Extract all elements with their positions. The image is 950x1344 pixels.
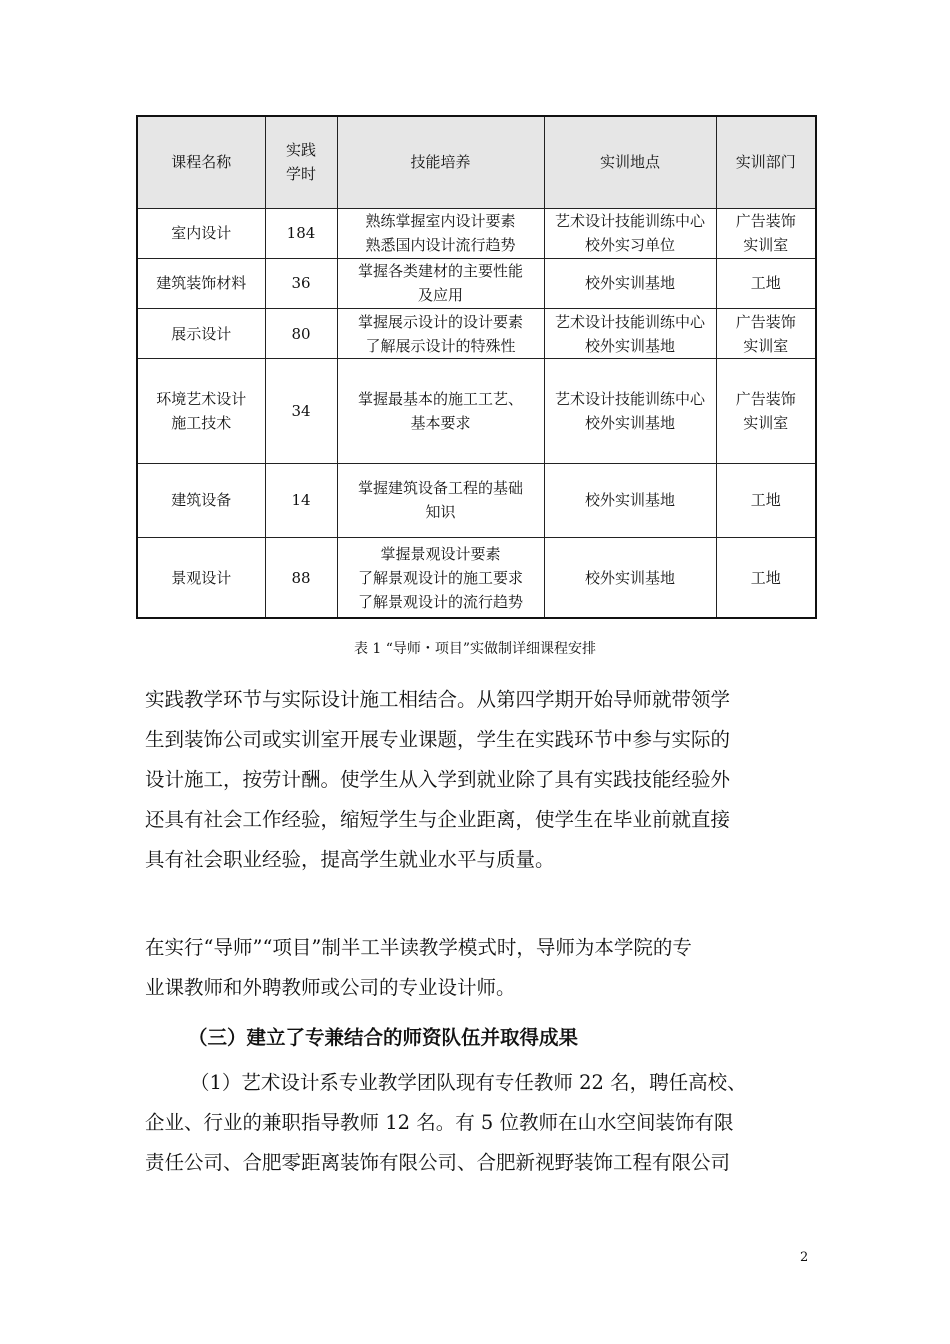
text-line: 企业、行业的兼职指导教师 12 名。有 5 位教师在山水空间装饰有限 xyxy=(145,1111,734,1134)
cell-hours: 36 xyxy=(265,258,337,308)
cell-course-name: 环境艺术设计 施工技术 xyxy=(137,359,265,464)
cell-dept: 工地 xyxy=(716,538,816,618)
cell-course-name: 建筑装饰材料 xyxy=(137,258,265,308)
text-line: 还具有社会工作经验，缩短学生与企业距离，使学生在毕业前就直接 xyxy=(145,808,731,831)
cell-dept: 广告装饰 实训室 xyxy=(716,208,816,258)
header-skills: 技能培养 xyxy=(337,116,544,208)
cell-skills: 掌握最基本的施工工艺、 基本要求 xyxy=(337,359,544,464)
cell-skills: 掌握景观设计要素 了解景观设计的施工要求 了解景观设计的流行趋势 xyxy=(337,538,544,618)
cell-location: 艺术设计技能训练中心 校外实训基地 xyxy=(544,359,716,464)
text-line: 具有社会职业经验，提高学生就业水平与质量。 xyxy=(145,848,555,871)
cell-dept: 工地 xyxy=(716,258,816,308)
table-caption: 表 1 “导师・项目”实做制详细课程安排 xyxy=(353,641,597,657)
cell-skills: 掌握建筑设备工程的基础 知识 xyxy=(337,463,544,537)
cell-location: 艺术设计技能训练中心 校外实训基地 xyxy=(544,308,716,358)
paragraph-team xyxy=(190,1063,810,1103)
text-line: 设计施工，按劳计酬。使学生从入学到就业除了具有实践技能经验外 xyxy=(145,768,731,791)
cell-hours: 88 xyxy=(265,538,337,618)
table-row xyxy=(137,308,816,358)
header-hours: 实践 学时 xyxy=(265,116,337,208)
cell-skills: 掌握各类建材的主要性能 及应用 xyxy=(337,258,544,308)
cell-skills: 熟练掌握室内设计要素 熟悉国内设计流行趋势 xyxy=(337,208,544,258)
cell-dept: 广告装饰 实训室 xyxy=(716,308,816,358)
text-line: 在实行“导师”“项目”制半工半读教学模式时，导师为本学院的专 xyxy=(145,936,692,959)
header-course-name: 课程名称 xyxy=(137,116,265,208)
text-line: 业课教师和外聘教师或公司的专业设计师。 xyxy=(145,976,516,999)
text-line: 责任公司、合肥零距离装饰有限公司、合肥新视野装饰工程有限公司 xyxy=(145,1151,731,1174)
paragraph-practice xyxy=(145,680,810,880)
cell-course-name: 室内设计 xyxy=(137,208,265,258)
cell-location: 校外实训基地 xyxy=(544,463,716,537)
cell-course-name: 展示设计 xyxy=(137,308,265,358)
table-row xyxy=(137,258,816,308)
cell-hours: 34 xyxy=(265,359,337,464)
table-row xyxy=(137,538,816,618)
table-row xyxy=(137,463,816,537)
cell-location: 艺术设计技能训练中心 校外实习单位 xyxy=(544,208,716,258)
page-number: 2 xyxy=(800,1250,809,1265)
header-dept: 实训部门 xyxy=(716,116,816,208)
cell-hours: 80 xyxy=(265,308,337,358)
table-row xyxy=(137,208,816,258)
text-line: （1）艺术设计系专业教学团队现有专任教师 22 名，聘任高校、 xyxy=(190,1071,747,1094)
table-header-row xyxy=(137,116,816,208)
cell-location: 校外实训基地 xyxy=(544,538,716,618)
cell-course-name: 景观设计 xyxy=(137,538,265,618)
course-table xyxy=(136,115,817,619)
paragraph-team-cont xyxy=(145,1103,810,1183)
cell-hours: 184 xyxy=(265,208,337,258)
text-line: 生到装饰公司或实训室开展专业课题，学生在实践环节中参与实际的 xyxy=(145,728,731,751)
cell-dept: 广告装饰 实训室 xyxy=(716,359,816,464)
header-location: 实训地点 xyxy=(544,116,716,208)
cell-course-name: 建筑设备 xyxy=(137,463,265,537)
cell-location: 校外实训基地 xyxy=(544,258,716,308)
table-row xyxy=(137,359,816,464)
text-line: 实践教学环节与实际设计施工相结合。从第四学期开始导师就带领学 xyxy=(145,688,731,711)
paragraph-mentor xyxy=(145,928,810,1008)
cell-hours: 14 xyxy=(265,463,337,537)
cell-dept: 工地 xyxy=(716,463,816,537)
section-heading: （三）建立了专兼结合的师资队伍并取得成果 xyxy=(188,1026,579,1049)
cell-skills: 掌握展示设计的设计要素 了解展示设计的特殊性 xyxy=(337,308,544,358)
